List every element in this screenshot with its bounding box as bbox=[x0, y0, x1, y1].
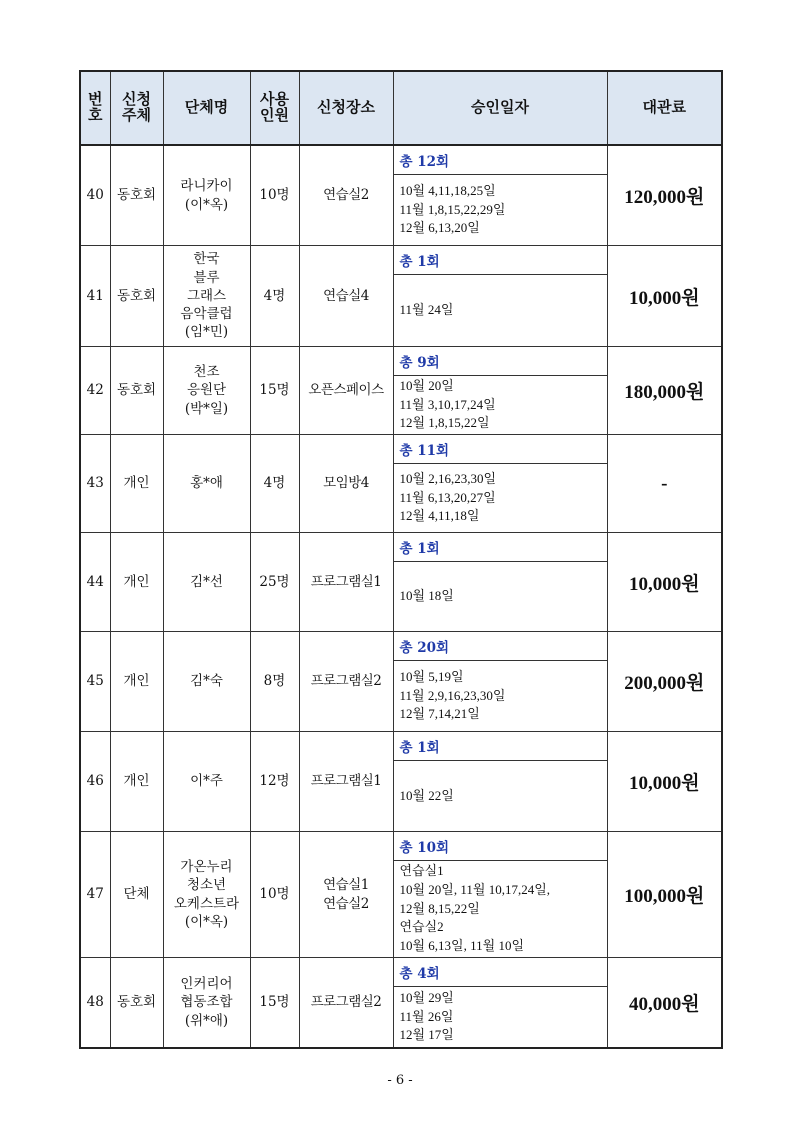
dates-line: 11월 2,9,16,23,30일 bbox=[399, 687, 506, 703]
dates-line: 12월 1,8,15,22일 bbox=[399, 415, 490, 431]
place-line: 연습실2 bbox=[323, 187, 369, 204]
dates-line: 10월 6,13일, 11월 10일 bbox=[399, 938, 524, 954]
group-name bbox=[163, 435, 250, 533]
user-count: 12명 bbox=[250, 732, 299, 832]
applicant-type: 개인 bbox=[110, 435, 163, 533]
name-line: (이*옥) bbox=[184, 913, 229, 930]
table-row bbox=[80, 632, 722, 661]
place bbox=[299, 958, 393, 1049]
dates-line: 10월 18일 bbox=[399, 588, 454, 604]
place-line: 연습실2 bbox=[323, 895, 369, 912]
dates-line: 10월 22일 bbox=[399, 787, 454, 803]
place bbox=[299, 732, 393, 832]
dates-line: 11월 3,10,17,24일 bbox=[399, 396, 496, 412]
approved-dates bbox=[393, 175, 607, 246]
row-number: 41 bbox=[80, 246, 110, 347]
name-line: (임*민) bbox=[184, 324, 229, 341]
applicant-type: 단체 bbox=[110, 832, 163, 958]
dates-line: 10월 5,19일 bbox=[399, 668, 464, 684]
user-count: 10명 bbox=[250, 145, 299, 246]
dates-line: 연습실1 bbox=[399, 862, 444, 878]
name-line: 청소년 bbox=[186, 877, 227, 894]
dates-line: 11월 6,13,20,27일 bbox=[399, 489, 496, 505]
dates-line: 10월 4,11,18,25일 bbox=[399, 182, 496, 198]
header-dates: 승인일자 bbox=[393, 71, 607, 145]
place-line: 모임방4 bbox=[323, 475, 369, 492]
name-line: (위*애) bbox=[184, 1012, 229, 1029]
place-line: 프로그램실2 bbox=[310, 673, 382, 690]
header-applicant-type: 신청 주체 bbox=[110, 71, 163, 145]
place-line: 연습실4 bbox=[323, 287, 369, 304]
rental-fee: 200,000원 bbox=[607, 632, 722, 732]
name-line: 오케스트라 bbox=[173, 895, 240, 912]
group-name bbox=[163, 732, 250, 832]
place bbox=[299, 533, 393, 632]
name-line: 그래스 bbox=[186, 287, 227, 304]
dates-line: 12월 17일 bbox=[399, 1027, 454, 1043]
applicant-type: 동호회 bbox=[110, 145, 163, 246]
row-number: 42 bbox=[80, 347, 110, 435]
rental-fee: 100,000원 bbox=[607, 832, 722, 958]
rental-approval-table-wrapper bbox=[79, 70, 721, 1049]
name-line: 천조 bbox=[193, 364, 220, 381]
table-row bbox=[80, 533, 722, 562]
table-row bbox=[80, 732, 722, 761]
row-number: 40 bbox=[80, 145, 110, 246]
place bbox=[299, 347, 393, 435]
name-line: (이*옥) bbox=[184, 196, 229, 213]
total-sessions: 총 20회 bbox=[393, 632, 607, 661]
table-header-row bbox=[80, 71, 722, 145]
rental-fee: 40,000원 bbox=[607, 958, 722, 1049]
row-number: 43 bbox=[80, 435, 110, 533]
header-place: 신청장소 bbox=[299, 71, 393, 145]
rental-fee: - bbox=[607, 435, 722, 533]
name-line: 음악클럽 bbox=[180, 306, 233, 323]
dates-line: 11월 24일 bbox=[399, 302, 454, 318]
dates-line: 연습실2 bbox=[399, 919, 444, 935]
total-sessions: 총 9회 bbox=[393, 347, 607, 376]
name-line: 김*숙 bbox=[190, 673, 223, 690]
user-count: 8명 bbox=[250, 632, 299, 732]
dates-line: 11월 1,8,15,22,29일 bbox=[399, 201, 506, 217]
applicant-type: 개인 bbox=[110, 732, 163, 832]
place bbox=[299, 632, 393, 732]
user-count: 4명 bbox=[250, 246, 299, 347]
dates-line: 12월 4,11,18일 bbox=[399, 508, 480, 524]
applicant-type: 동호회 bbox=[110, 246, 163, 347]
dates-line: 12월 6,13,20일 bbox=[399, 220, 480, 236]
applicant-type: 동호회 bbox=[110, 958, 163, 1049]
approved-dates bbox=[393, 661, 607, 732]
name-line: 블루 bbox=[193, 269, 220, 286]
name-line: 인커리어 bbox=[180, 976, 233, 993]
user-count: 25명 bbox=[250, 533, 299, 632]
approved-dates bbox=[393, 464, 607, 533]
group-name bbox=[163, 347, 250, 435]
place-line: 프로그램실1 bbox=[310, 573, 382, 590]
dates-line: 10월 2,16,23,30일 bbox=[399, 470, 497, 486]
header-no: 번 호 bbox=[80, 71, 110, 145]
rental-fee: 10,000원 bbox=[607, 533, 722, 632]
table-row bbox=[80, 832, 722, 861]
table-row bbox=[80, 145, 722, 175]
total-sessions: 총 12회 bbox=[393, 145, 607, 175]
approved-dates bbox=[393, 562, 607, 632]
name-line: 한국 bbox=[193, 251, 220, 268]
header-users: 사용 인원 bbox=[250, 71, 299, 145]
header-group-name: 단체명 bbox=[163, 71, 250, 145]
group-name bbox=[163, 533, 250, 632]
user-count: 15명 bbox=[250, 958, 299, 1049]
approved-dates bbox=[393, 275, 607, 347]
dates-line: 12월 7,14,21일 bbox=[399, 706, 480, 722]
place-line: 프로그램실1 bbox=[310, 773, 382, 790]
dates-line: 10월 29일 bbox=[399, 989, 454, 1005]
place bbox=[299, 832, 393, 958]
group-name bbox=[163, 145, 250, 246]
name-line: 김*선 bbox=[190, 573, 223, 590]
dates-line: 12월 8,15,22일 bbox=[399, 900, 480, 916]
approved-dates bbox=[393, 987, 607, 1049]
group-name bbox=[163, 832, 250, 958]
rental-approval-table bbox=[79, 70, 723, 1049]
applicant-type: 개인 bbox=[110, 533, 163, 632]
table-row bbox=[80, 246, 722, 275]
rental-fee: 10,000원 bbox=[607, 246, 722, 347]
applicant-type: 개인 bbox=[110, 632, 163, 732]
user-count: 10명 bbox=[250, 832, 299, 958]
group-name bbox=[163, 958, 250, 1049]
place bbox=[299, 435, 393, 533]
group-name bbox=[163, 632, 250, 732]
place-line: 오픈스페이스 bbox=[308, 382, 384, 399]
name-line: 이*주 bbox=[190, 773, 223, 790]
rental-fee: 10,000원 bbox=[607, 732, 722, 832]
name-line: 라니카이 bbox=[180, 178, 233, 195]
name-line: 홍*애 bbox=[190, 475, 223, 492]
dates-line: 10월 20일, 11월 10,17,24일, bbox=[399, 881, 550, 897]
user-count: 15명 bbox=[250, 347, 299, 435]
header-fee: 대관료 bbox=[607, 71, 722, 145]
row-number: 46 bbox=[80, 732, 110, 832]
total-sessions: 총 1회 bbox=[393, 732, 607, 761]
place-line: 프로그램실2 bbox=[310, 994, 382, 1011]
total-sessions: 총 1회 bbox=[393, 533, 607, 562]
approved-dates bbox=[393, 761, 607, 832]
rental-fee: 120,000원 bbox=[607, 145, 722, 246]
row-number: 45 bbox=[80, 632, 110, 732]
row-number: 48 bbox=[80, 958, 110, 1049]
user-count: 4명 bbox=[250, 435, 299, 533]
rental-fee: 180,000원 bbox=[607, 347, 722, 435]
name-line: 가온누리 bbox=[180, 859, 233, 876]
place bbox=[299, 145, 393, 246]
total-sessions: 총 1회 bbox=[393, 246, 607, 275]
total-sessions: 총 4회 bbox=[393, 958, 607, 987]
name-line: (박*일) bbox=[184, 400, 229, 417]
total-sessions: 총 10회 bbox=[393, 832, 607, 861]
dates-line: 11월 26일 bbox=[399, 1008, 454, 1024]
approved-dates bbox=[393, 861, 607, 958]
table-row bbox=[80, 958, 722, 987]
dates-line: 10월 20일 bbox=[399, 377, 454, 393]
name-line: 협동조합 bbox=[180, 994, 233, 1011]
page-number: - 6 - bbox=[387, 1073, 413, 1088]
group-name bbox=[163, 246, 250, 347]
row-number: 47 bbox=[80, 832, 110, 958]
place-line: 연습실1 bbox=[323, 877, 369, 894]
row-number: 44 bbox=[80, 533, 110, 632]
name-line: 응원단 bbox=[186, 382, 227, 399]
place bbox=[299, 246, 393, 347]
total-sessions: 총 11회 bbox=[393, 435, 607, 464]
table-row bbox=[80, 347, 722, 376]
approved-dates bbox=[393, 376, 607, 435]
applicant-type: 동호회 bbox=[110, 347, 163, 435]
table-row bbox=[80, 435, 722, 464]
table-body bbox=[80, 145, 722, 1048]
